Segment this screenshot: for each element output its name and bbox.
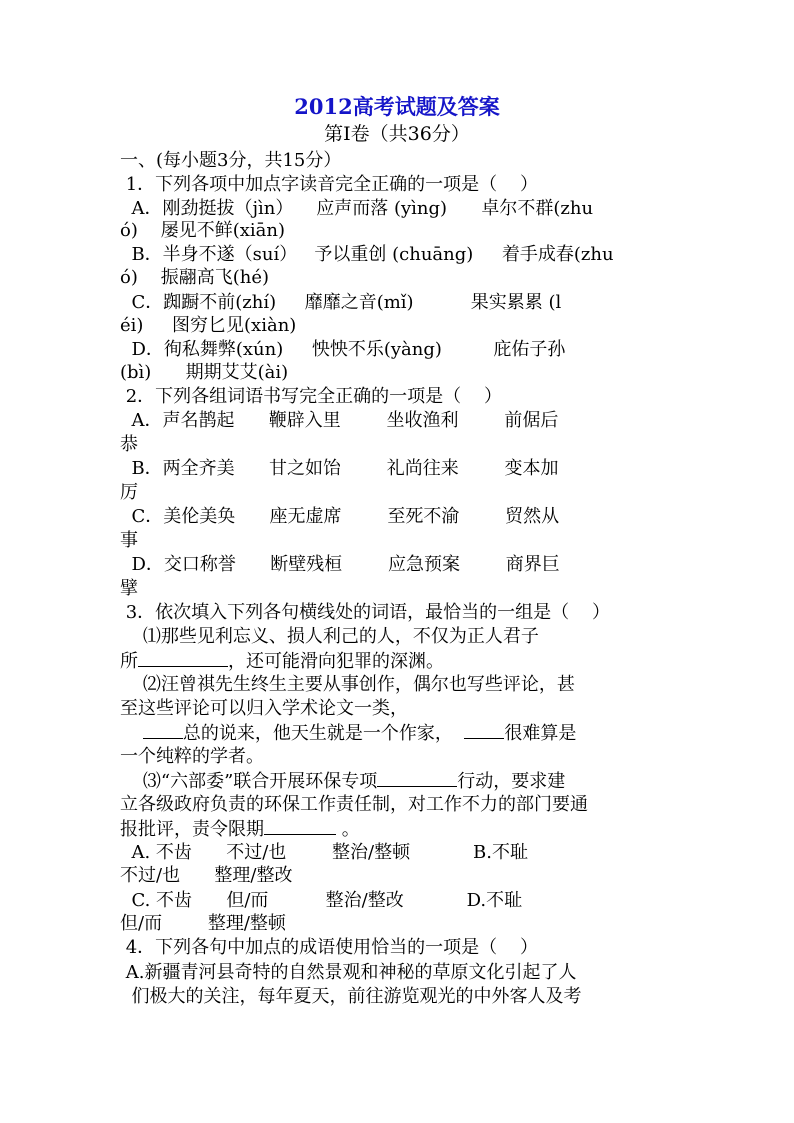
- q2-option-d-line1: D．交口称誉 断壁残桓 应急预案 商界巨: [120, 554, 560, 575]
- q3-option-cd-line2: 但/而 整理/整顿: [120, 913, 286, 934]
- q3-s3-text-d: 。: [336, 819, 360, 840]
- q2-option-d-line2: 擘: [120, 578, 138, 599]
- q3-s3-text-b: 行动，要求建: [457, 771, 566, 792]
- q2-option-a-line1: A．声名鹊起 鞭辟入里 坐收渔利 前倨后: [120, 410, 559, 431]
- q1-option-d-line2: (bì) 期期艾艾(ài): [120, 362, 289, 383]
- q3-sentence1-line2: [120, 650, 444, 673]
- q1-option-a-line2: ó) 屡见不鲜(xiān): [120, 220, 286, 241]
- q3-s3-text-a: ⑶“六部委”联合开展环保专项: [120, 771, 378, 792]
- q3-s1-text-b: ，还可能滑向犯罪的深渊。: [228, 651, 444, 672]
- q3-s3-text-c: 报批评，责令限期: [120, 819, 264, 840]
- document-title: 2012高考试题及答案: [294, 94, 500, 119]
- fill-blank: [377, 770, 457, 787]
- q3-sentence2-line1: ⑵汪曾祺先生终生主要从事创作，偶尔也写些评论，甚: [120, 674, 575, 695]
- q1-option-b-line1: B．半身不遂（suí） 予以重创 (chuāng) 着手成春(zhu: [120, 244, 614, 265]
- question-3-stem: 3．依次填入下列各句横线处的词语，最恰当的一组是（ ）: [120, 602, 611, 623]
- fill-blank: [138, 650, 228, 667]
- q4-option-a-line1: A.新疆青河县奇特的自然景观和神秘的草原文化引起了人: [120, 962, 577, 983]
- q3-s2-text-c: 很难算是: [504, 723, 577, 744]
- q2-option-b-line2: 厉: [120, 482, 138, 503]
- q3-sentence1-line1: ⑴那些见利忘义、损人利己的人，不仅为正人君子: [120, 626, 539, 647]
- q3-sentence3-line2: 立各级政府负责的环保工作责任制，对工作不力的部门要通: [120, 794, 588, 815]
- q3-s2-text-b: 总的说来，他天生就是一个作家，: [182, 723, 465, 744]
- fill-blank: [143, 722, 183, 739]
- q3-sentence3-line3: [120, 818, 360, 841]
- question-2-stem: 2．下列各组词语书写完全正确的一项是（ ）: [120, 386, 503, 407]
- q2-option-c-line1: C．美伦美奂 座无虚席 至死不渝 贸然从: [120, 506, 560, 527]
- q1-option-a-line1: A．刚劲挺拔（jìn） 应声而落 (yìng) 卓尔不群(zhu: [120, 198, 594, 219]
- q3-sentence2-line2: 至这些评论可以归入学术论文一类，: [120, 698, 408, 719]
- q3-option-ab-line1: A. 不齿 不过/也 整治/整顿 B.不耻: [120, 842, 529, 863]
- q1-option-c-line1: C．踟蹰不前(zhí) 靡靡之音(mǐ) 果实累累 (l: [120, 292, 562, 313]
- question-1-stem: 1．下列各项中加点字读音完全正确的一项是（ ）: [120, 174, 539, 195]
- q3-option-cd-line1: C. 不齿 但/而 整治/整改 D.不耻: [120, 890, 523, 911]
- fill-blank: [264, 818, 336, 835]
- q1-option-c-line2: éi) 图穷匕见(xiàn): [120, 315, 297, 336]
- q1-option-b-line2: ó) 振翮高飞(hé): [120, 267, 270, 288]
- q2-option-a-line2: 恭: [120, 434, 138, 455]
- fill-blank: [464, 722, 504, 739]
- q3-s1-text-a: 所: [120, 651, 138, 672]
- q4-option-a-line2: 们极大的关注，每年夏天，前往游览观光的中外客人及考: [120, 986, 582, 1007]
- q3-sentence2-line4: 一个纯粹的学者。: [120, 746, 264, 767]
- section-heading: 一、(每小题3分，共15分）: [120, 150, 342, 171]
- q2-option-c-line2: 事: [120, 530, 138, 551]
- q3-sentence2-line3: [120, 722, 576, 745]
- document-subtitle: 第Ⅰ卷（共36分）: [324, 123, 470, 145]
- question-4-stem: 4．下列各句中加点的成语使用恰当的一项是（ ）: [120, 937, 539, 958]
- q3-sentence3-line1: [120, 770, 565, 793]
- q2-option-b-line1: B．两全齐美 甘之如饴 礼尚往来 变本加: [120, 458, 559, 479]
- q3-s2-indent: [120, 723, 143, 744]
- q3-option-ab-line2: 不过/也 整理/整改: [120, 865, 293, 886]
- q1-option-d-line1: D．徇私舞弊(xún) 怏怏不乐(yàng) 庇佑子孙: [120, 339, 566, 360]
